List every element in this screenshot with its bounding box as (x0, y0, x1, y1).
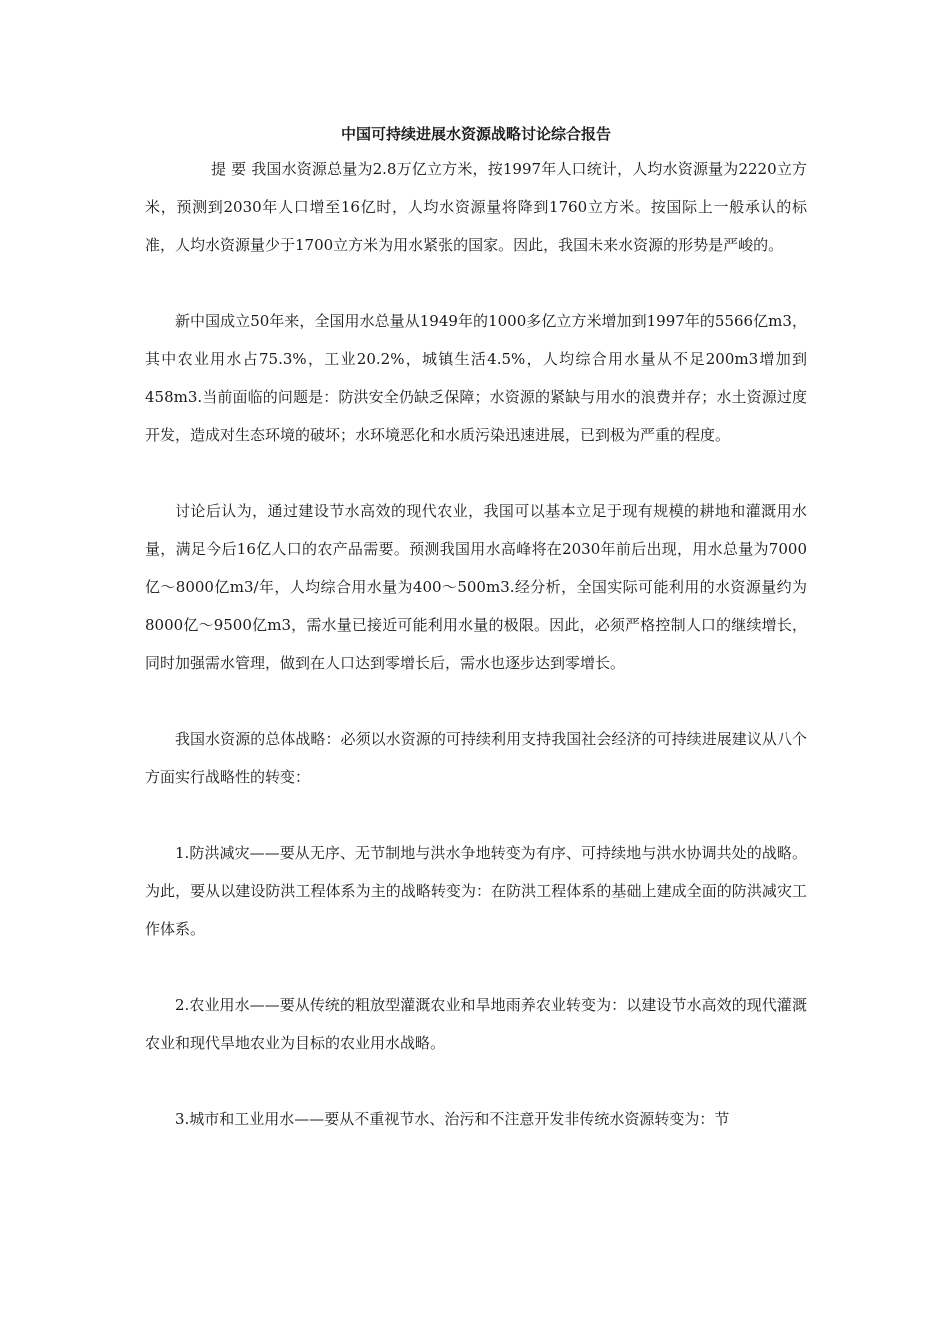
body-paragraph: 讨论后认为，通过建设节水高效的现代农业，我国可以基本立足于现有规模的耕地和灌溉用水量，满足今后16亿人口的农产品需要。预测我国用水高峰将在2030年前后出现，用水总量为7000亿～8000亿m3/年，人均综合用水量为400～500m3.经分析，全国实际可能利用的水资源量约为8000亿～9500亿m3，需水量已接近可能利用水量的极限。因此，必须严格控制人口的继续增长，同时加强需水管理，做到在人口达到零增长后，需水也逐步达到零增长。 (145, 502, 807, 672)
paragraph-gap (145, 454, 807, 492)
abstract-paragraph: 提 要 我国水资源总量为2.8万亿立方米，按1997年人口统计，人均水资源量为2220立方米，预测到2030年人口增至16亿时，人均水资源量将降到1760立方米。按国际上一般承认的标准，人均水资源量少于1700立方米为用水紧张的国家。因此，我国未来水资源的形势是严峻的。 (145, 160, 807, 254)
paragraph-gap (145, 796, 807, 834)
body-paragraph: 我国水资源的总体战略：必须以水资源的可持续利用支持我国社会经济的可持续进展建议从八个方面实行战略性的转变： (145, 730, 807, 786)
list-item-paragraph: 1.防洪减灾——要从无序、无节制地与洪水争地转变为有序、可持续地与洪水协调共处的战略。为此，要从以建设防洪工程体系为主的战略转变为：在防洪工程体系的基础上建成全面的防洪减灾工作体系。 (145, 844, 807, 938)
list-item-paragraph: 3.城市和工业用水——要从不重视节水、治污和不注意开发非传统水资源转变为：节 (175, 1110, 730, 1128)
paragraph-gap (145, 264, 807, 302)
paragraph-gap (145, 948, 807, 986)
document-body (145, 122, 807, 1138)
paragraph-gap (145, 682, 807, 720)
list-item-paragraph: 2.农业用水——要从传统的粗放型灌溉农业和旱地雨养农业转变为：以建设节水高效的现代灌溉农业和现代旱地农业为目标的农业用水战略。 (145, 996, 807, 1052)
body-paragraph: 新中国成立50年来，全国用水总量从1949年的1000多亿立方米增加到1997年的5566亿m3，其中农业用水占75.3%，工业20.2%，城镇生活4.5%，人均综合用水量从不足200m3增加到458m3.当前面临的问题是：防洪安全仍缺乏保障；水资源的紧缺与用水的浪费并存；水土资源过度开发，造成对生态环境的破坏；水环境恶化和水质污染迅速进展，已到极为严重的程度。 (145, 312, 807, 444)
document-title: 中国可持续进展水资源战略讨论综合报告 (340, 125, 611, 143)
paragraph-gap (145, 1062, 807, 1100)
